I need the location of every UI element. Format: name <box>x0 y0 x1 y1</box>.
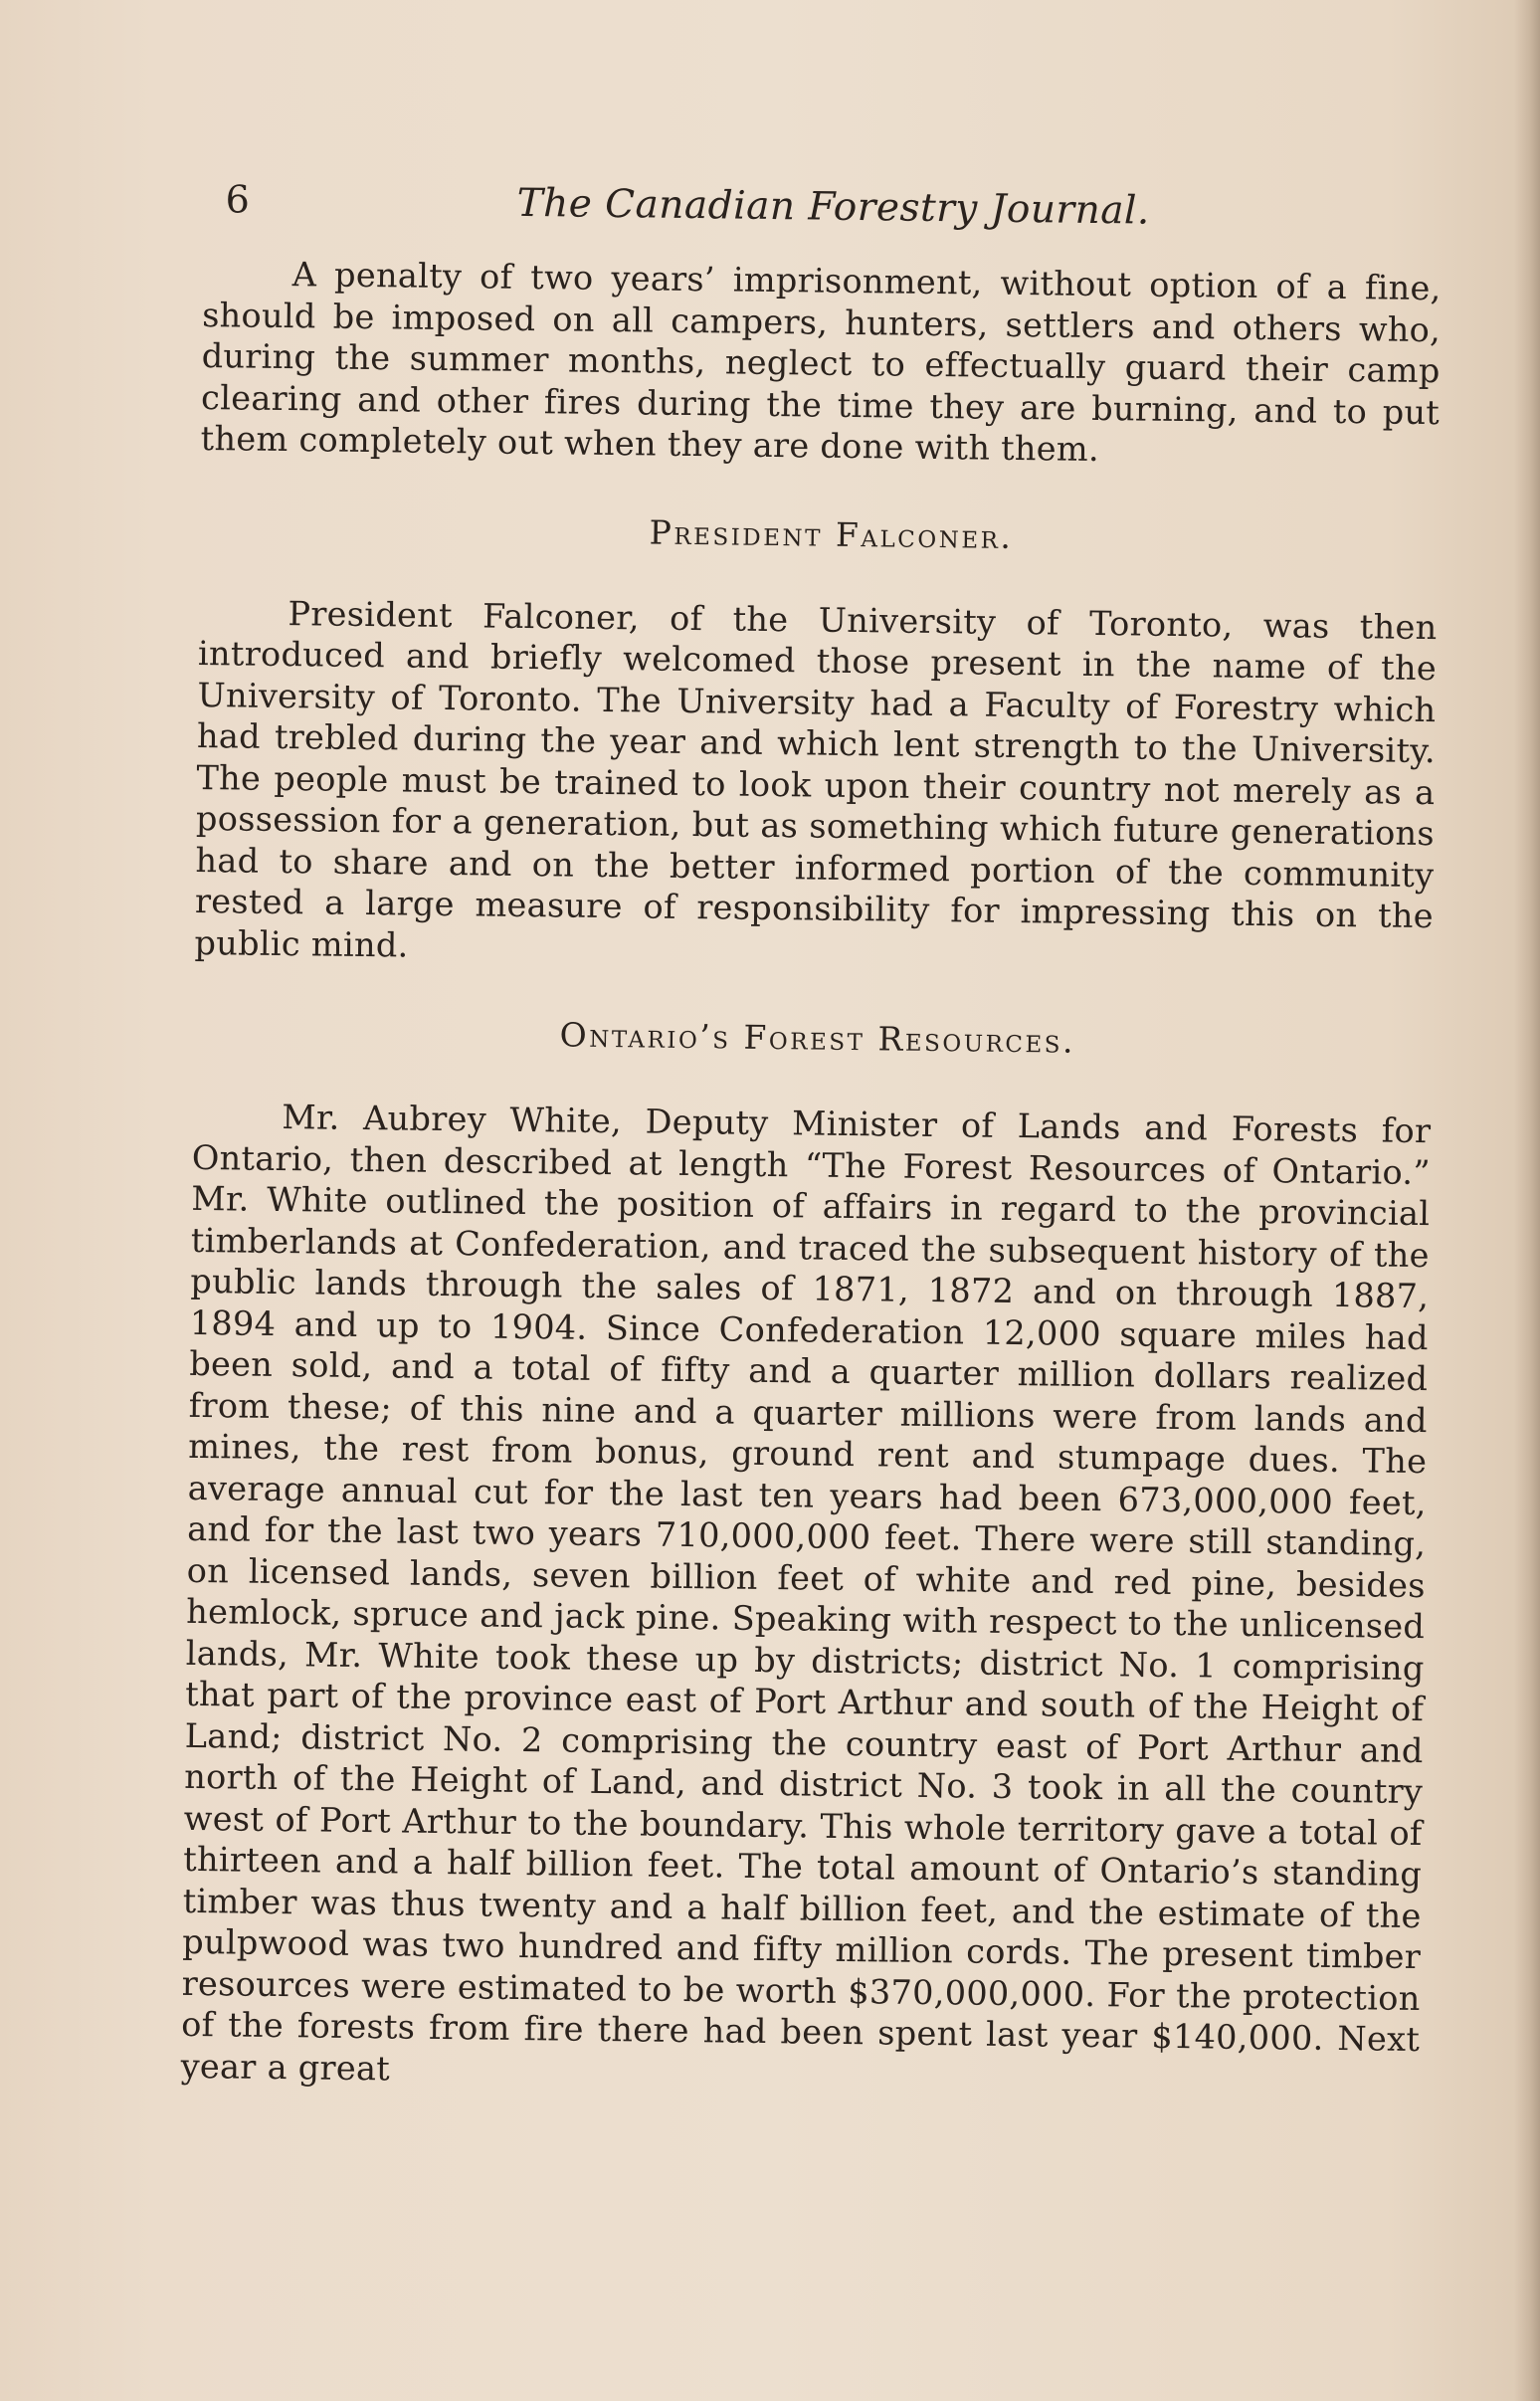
journal-title: The Canadian Forestry Journal. <box>516 180 1151 234</box>
running-header <box>203 169 1443 254</box>
paragraph-president-falconer: President Falconer, of the University of Toronto, was then introduced and briefly welcomed those present in the name of the University of Toronto. The University had a Faculty of Forestry which had trebled during the year and which lent strength to the University. The people must be trained to look upon their country not merely as a possession for a generation, but as something which future generations had to share and on the better informed portion of the community rested a large measure of responsibility for impressing this on the public mind. <box>194 593 1438 965</box>
paragraph-forest-resources: Mr. Aubrey White, Deputy Minister of Lands and Forests for Ontario, then described at length “The Forest Resources of Ontario.” Mr. White outlined the position of affairs in regard to the provincial timberlands at Confederation, and traced the subsequent history of the public lands through the sales of 1871, 1872 and on through 1887, 1894 and up to 1904. Since Confederation 12,000 square miles had been sold, and a total of fifty and a quarter million dollars realized from these; of this nine and a quarter millions were from lands and mines, the rest from bonus, ground rent and stumpage dues. The average annual cut for the last ten years had been 673,000,000 feet, and for the last two years 710,000,000 feet. There were still standing, on licensed lands, seven billion feet of white and red pine, besides hemlock, spruce and jack pine. Speaking with respect to the unlicensed lands, Mr. White took these up by districts; district No. 1 comprising that part of the province east of Port Arthur and south of the Height of Land; district No. 2 comprising the country east of Port Arthur and north of the Height of Land, and district No. 3 took in all the country west of Port Arthur to the boundary. This whole territory gave a total of thirteen and a half billion feet. The total amount of Ontario’s standing timber was thus twenty and a half billion feet, and the estimate of the pulpwood was two hundred and fifty million cords. The present timber resources were estimated to be worth $370,000,000. For the protection of the forests from fire there had been spent last year $140,000. Next year a great <box>180 1098 1432 2088</box>
paragraph-penalty: A penalty of two years’ imprisonment, without option of a fine, should be imposed on all campers, hunters, settlers and others who, during the summer months, neglect to effectually guard their camp clearing and other fires during the time they are burning, and to put them completely out when they are done with them. <box>200 255 1442 470</box>
section-heading-ontario-forest-resources: Ontario’s Forest Resources. <box>559 1015 1076 1061</box>
page-content <box>180 169 1442 2101</box>
section-heading-president-falconer: President Falconer. <box>649 511 1014 556</box>
page-number: 6 <box>225 177 251 222</box>
page-edge-shadow <box>1514 0 1540 2401</box>
